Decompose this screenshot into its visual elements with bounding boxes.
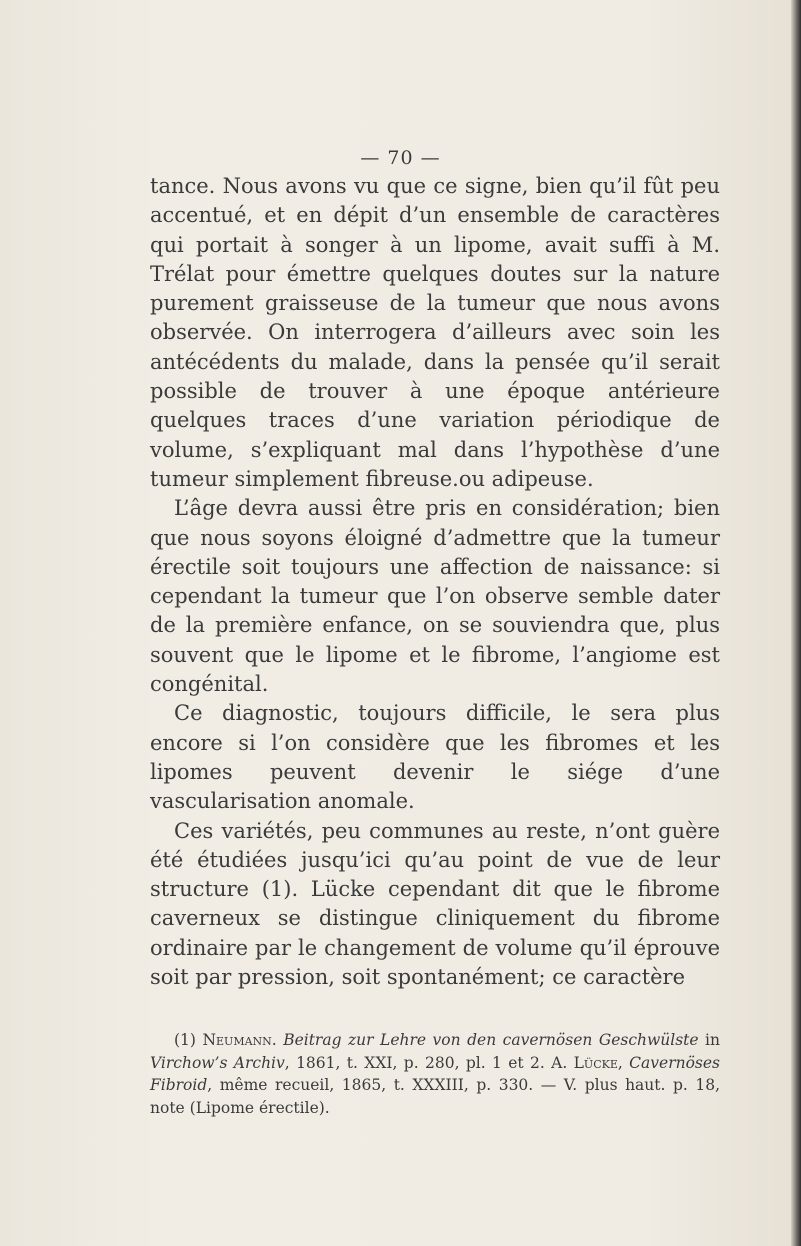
footnote-author-neumann: Neumann. bbox=[202, 1031, 277, 1049]
footnote-ref-1: , 1861, t. XXI, p. 280, pl. 1 et 2. A. bbox=[284, 1053, 574, 1072]
footnote bbox=[150, 1029, 720, 1119]
paragraph-4: Ces variétés, peu communes au reste, n’ont guère été étudiées jusqu’ici qu’au point de vue de leur structure (1). Lücke cependant dit que le fibrome caverneux se distingue cliniquement du fibrome ordinaire par le changement de volume qu’il éprouve soit par pression, soit spontanément; ce caractère bbox=[150, 818, 720, 990]
footnote-title-beitrag: Beitrag zur Lehre von den cavernösen Geschwülste bbox=[283, 1031, 699, 1049]
paragraph-1: tance. Nous avons vu que ce signe, bien qu’il fût peu accentué, et en dépit d’un ensemble de caractères qui portait à songer à un lipome, avait suffi à M. Trélat pour émettre quelques doutes sur la nature purement graisseuse de la tumeur que nous avons observée. On interrogera d’ailleurs avec soin les antécédents du malade, dans la pensée qu’il serait possible de trouver à une époque antérieure quelques traces d’une variation périodique de volume, s’expliquant mal dans l’hypothèse d’une tumeur simplement fibreuse.ou adipeuse. bbox=[150, 174, 720, 491]
footnote-marker: (1) bbox=[174, 1031, 203, 1049]
footnote-separator: , bbox=[617, 1053, 630, 1072]
footnote-ref-2: , même recueil, 1865, t. XXXIII, p. 330. — V. plus haut. p. 18, note (Lipome érectile). bbox=[150, 1076, 720, 1117]
paragraph-3: Ce diagnostic, toujours difficile, le sera plus encore si l’on considère que les fibromes et les lipomes peuvent devenir le siége d’une vascularisation anomale. bbox=[150, 701, 720, 814]
body-text bbox=[150, 172, 720, 992]
footnote-in: in bbox=[698, 1031, 721, 1049]
paragraph-2: L’âge devra aussi être pris en considération; bien que nous soyons éloigné d’admettre que la tumeur érectile soit toujours une affection de naissance: si cependant la tumeur que l’on observe semble dater de la première enfance, on se souviendra que, plus souvent que le lipome et le fibrome, l’angiome est congénital. bbox=[150, 496, 720, 697]
page-number: — 70 — bbox=[360, 147, 441, 169]
footnote-journal: Virchow’s Archiv bbox=[150, 1053, 285, 1072]
page-edge-shadow bbox=[791, 0, 801, 1246]
footnote-author-lucke: Lücke bbox=[573, 1053, 618, 1072]
footnote-title-cavernoses: Cavernöses Fibroid bbox=[150, 1053, 721, 1094]
